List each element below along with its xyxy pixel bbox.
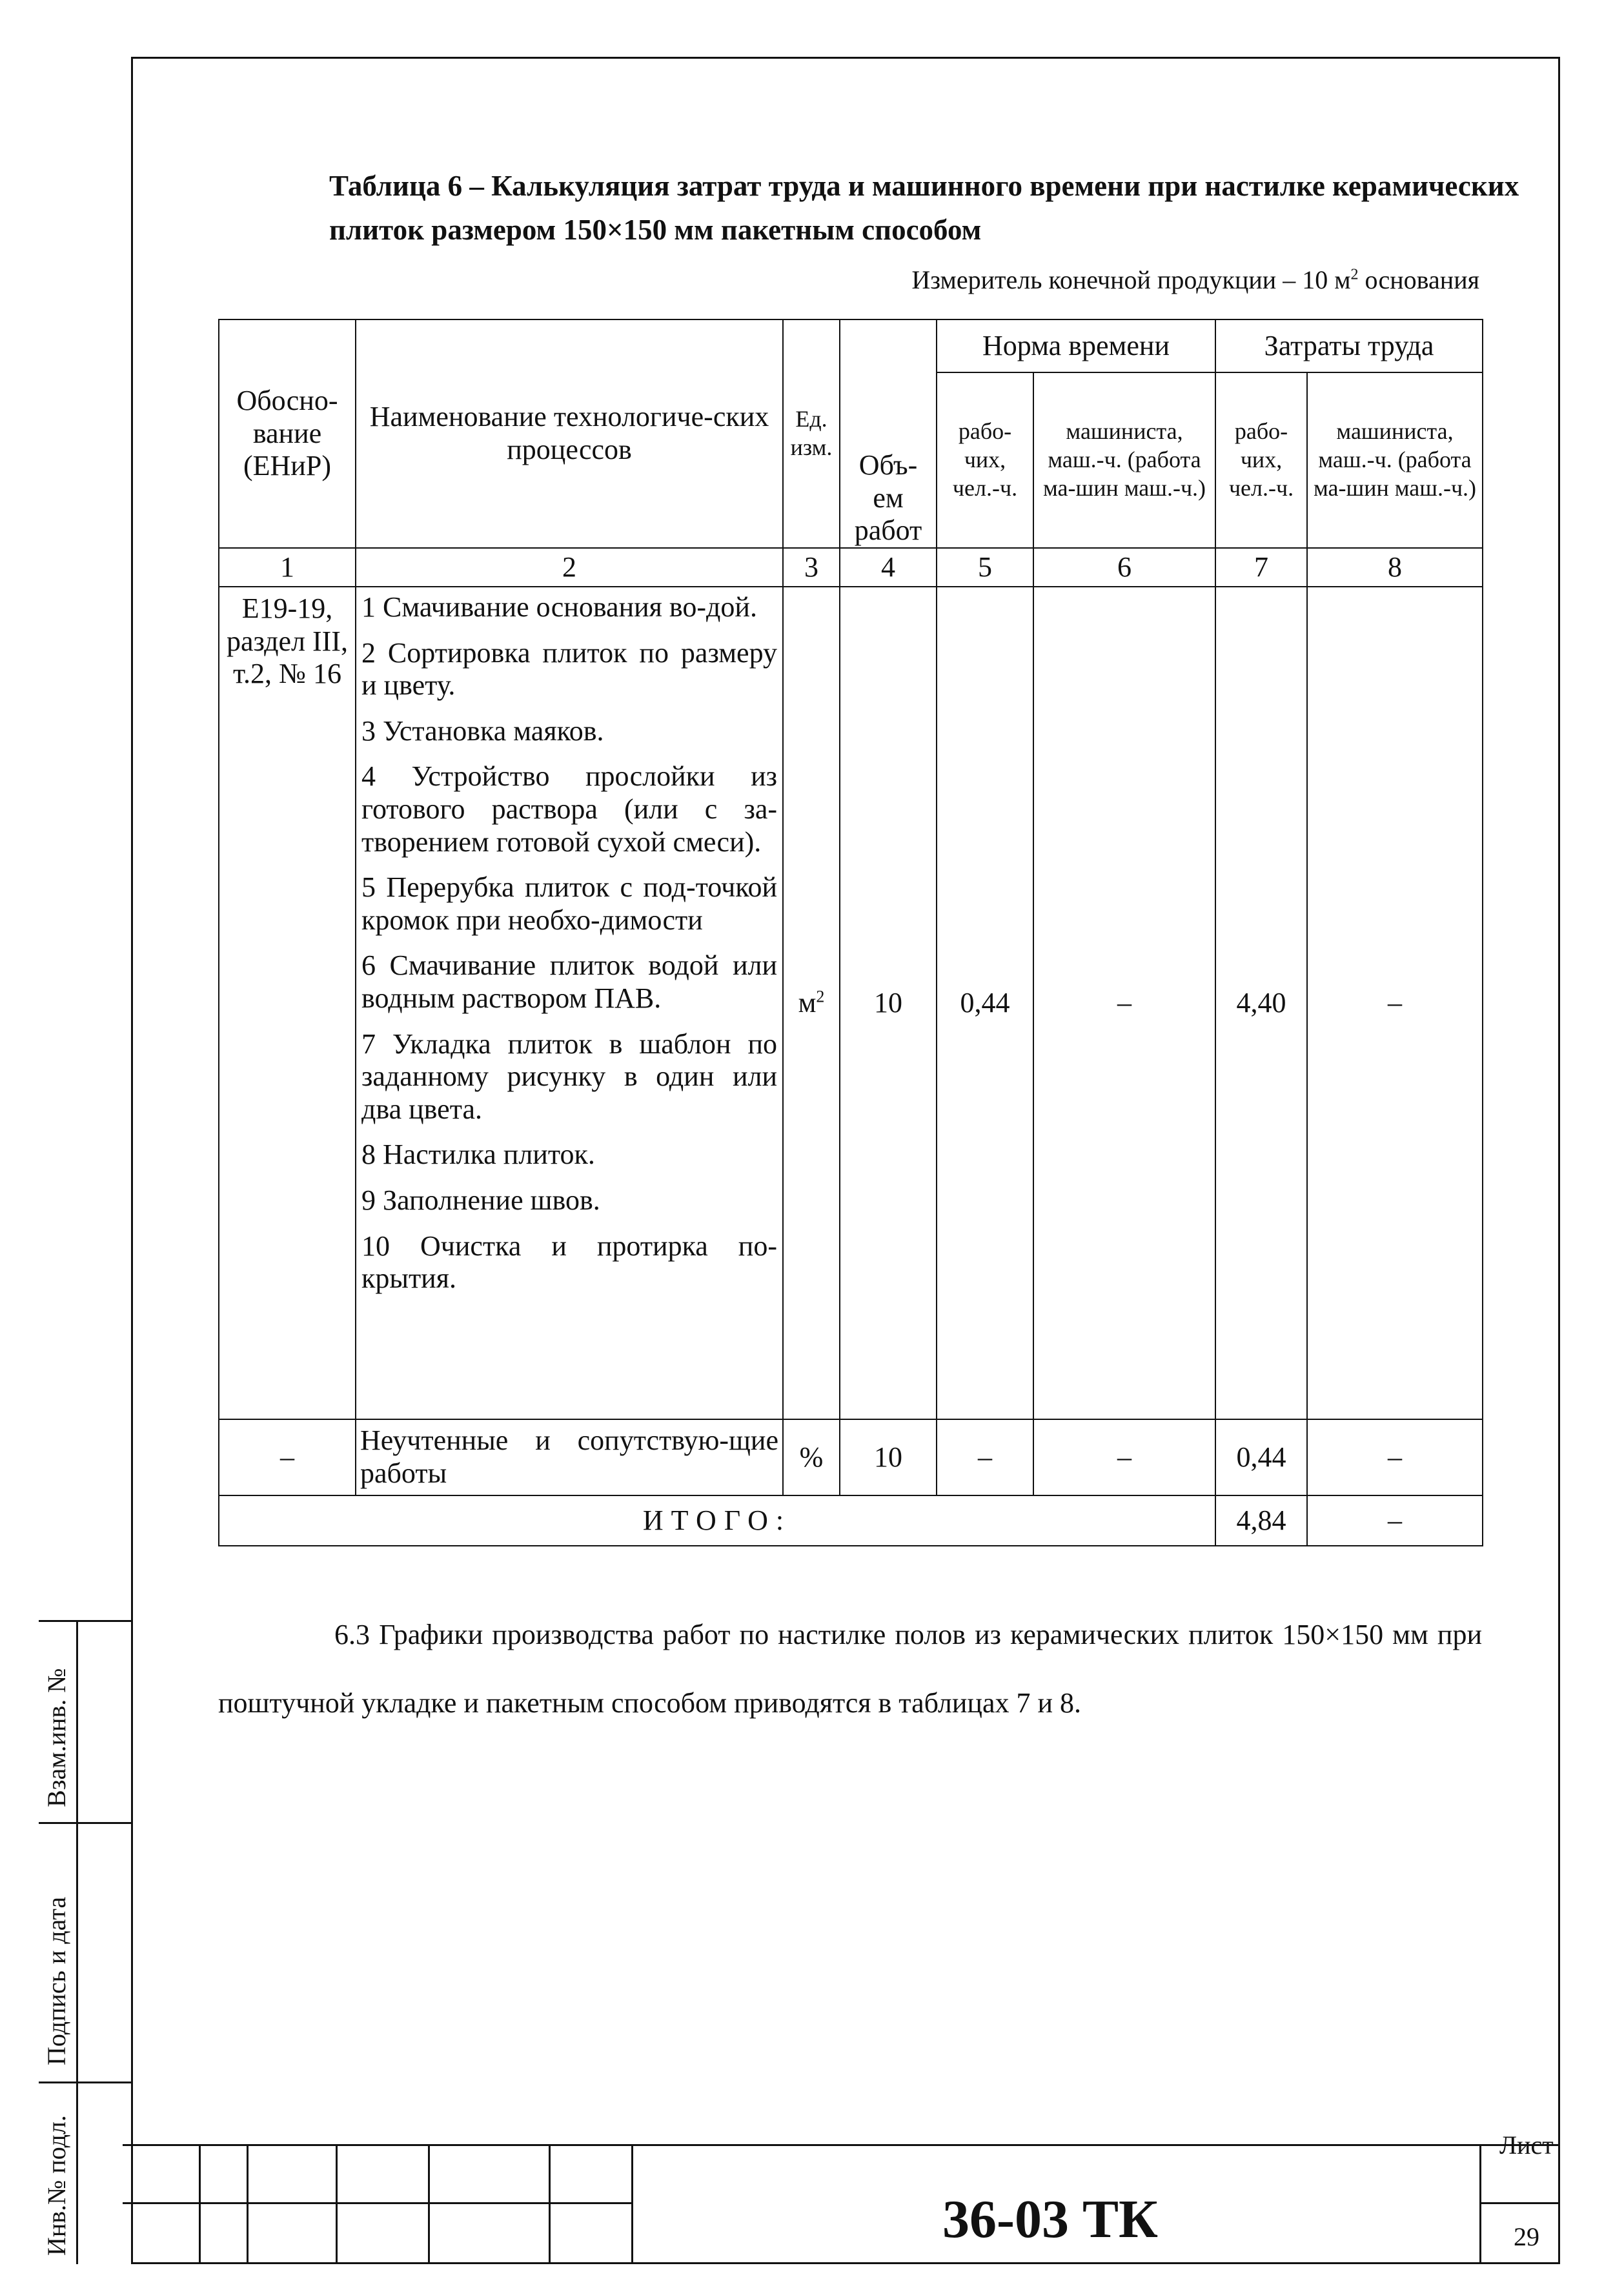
head-basis: Обосно-вание (ЕНиР) [219,319,356,548]
stamp-cell-line [336,2144,338,2264]
process-step: 1 Смачивание основания во-дой. [361,591,757,623]
extra-volume: 10 [840,1419,937,1495]
stamp-cell-line [428,2144,430,2264]
sheet-label: Лист [1499,2131,1554,2160]
stamp-cell-line [549,2144,551,2264]
sheet-number: 29 [1514,2222,1539,2251]
stamp-sheet-line [1479,2202,1560,2204]
unit-sup: 2 [816,987,825,1006]
col-num: 2 [356,548,783,587]
extra-unit: % [783,1419,840,1495]
side-column-line [76,1620,78,2264]
meter-tail: основания [1358,265,1479,294]
table-row [219,587,1483,1419]
row-labor-workers: 4,40 [1215,587,1307,1419]
row-unit [783,587,840,1419]
process-step: 10 Очистка и протирка по-крытия. [361,1230,777,1295]
column-number-row [219,548,1483,587]
measurement-unit-note [800,265,1479,295]
extra-name: Неучтенные и сопутствую-щие работы [356,1419,783,1495]
extra-labor-workers: 0,44 [1215,1419,1307,1495]
side-label-replacement: Взам.инв. № [42,1668,71,1807]
head-labor-workers: рабо-чих, чел.-ч. [1215,372,1307,548]
process-step: 7 Укладка плиток в шаблон по заданному рисунку в один или два цвета. [361,1028,777,1125]
document-code: 36-03 ТК [942,2189,1158,2249]
side-divider [39,1620,132,1622]
col-num: 3 [783,548,840,587]
process-list [356,587,783,1419]
row-norm-machinist: – [1033,587,1215,1419]
stamp-cell-line [1479,2144,1481,2264]
stamp-cell-line [247,2144,249,2264]
row-volume: 10 [840,587,937,1419]
col-num: 6 [1033,548,1215,587]
extra-basis: – [219,1419,356,1495]
extra-labor-machinist: – [1307,1419,1483,1495]
col-num: 8 [1307,548,1483,587]
stamp-cell-line [199,2144,201,2264]
total-labor-machinist: – [1307,1495,1483,1546]
calculation-table [218,319,1483,1546]
head-volume: Объ-ем работ [840,319,937,548]
process-step: 9 Заполнение швов. [361,1184,600,1216]
head-norm-group: Норма времени [937,319,1215,372]
side-divider [39,2081,132,2083]
table-title: Таблица 6 – Калькуляция затрат труда и машинного времени при настилке керамических плиток размером 150×150 мм пакетным способом [329,170,1519,246]
col-num: 7 [1215,548,1307,587]
side-divider [39,1822,132,1824]
head-name: Наименование технологиче-ских процессов [356,319,783,548]
col-num: 5 [937,548,1033,587]
process-step: 4 Устройство прослойки из готового раствора (или с за-творением готовой сухой смеси). [361,760,777,858]
total-row [219,1495,1483,1546]
head-labor-machinist: машиниста, маш.-ч. (работа ма-шин маш.-ч.) [1307,372,1483,548]
side-label-inventory: Инв.№ подл. [42,2115,71,2256]
extra-norm-workers: – [937,1419,1033,1495]
head-norm-machinist: машиниста, маш.-ч. (работа ма-шин маш.-ч.) [1033,372,1215,548]
row-labor-machinist: – [1307,587,1483,1419]
stamp-top-line [123,2144,1560,2146]
table-row [219,1419,1483,1495]
total-labor-workers: 4,84 [1215,1495,1307,1546]
meter-sup: 2 [1350,266,1359,283]
col-num: 4 [840,548,937,587]
process-step: 6 Смачивание плиток водой или водным раствором ПАВ. [361,949,777,1014]
head-norm-workers: рабо-чих, чел.-ч. [937,372,1033,548]
stamp-cell-line [631,2144,633,2264]
process-step: 3 Установка маяков. [361,714,604,747]
row-norm-workers: 0,44 [937,587,1033,1419]
side-label-signature: Подпись и дата [42,1896,71,2065]
extra-norm-machinist: – [1033,1419,1215,1495]
total-label: ИТОГО: [219,1495,1215,1546]
body-paragraph: 6.3 Графики производства работ по настилке полов из керамических плиток 150×150 мм при поштучной укладке и пакетным способом приводятся в таблицах 7 и 8. [218,1619,1482,1719]
head-unit: Ед. изм. [783,319,840,548]
process-step: 2 Сортировка плиток по размеру и цвету. [361,636,777,702]
process-step: 5 Перерубка плиток с под-точкой кромок при необхо-димости [361,871,777,936]
process-step: 8 Настилка плиток. [361,1139,595,1171]
head-labor-group: Затраты труда [1215,319,1483,372]
row-basis: Е19-19, раздел III, т.2, № 16 [219,587,356,1419]
meter-text: Измеритель конечной продукции – 10 м [911,265,1351,294]
col-num: 1 [219,548,356,587]
unit-text: м [798,986,817,1018]
